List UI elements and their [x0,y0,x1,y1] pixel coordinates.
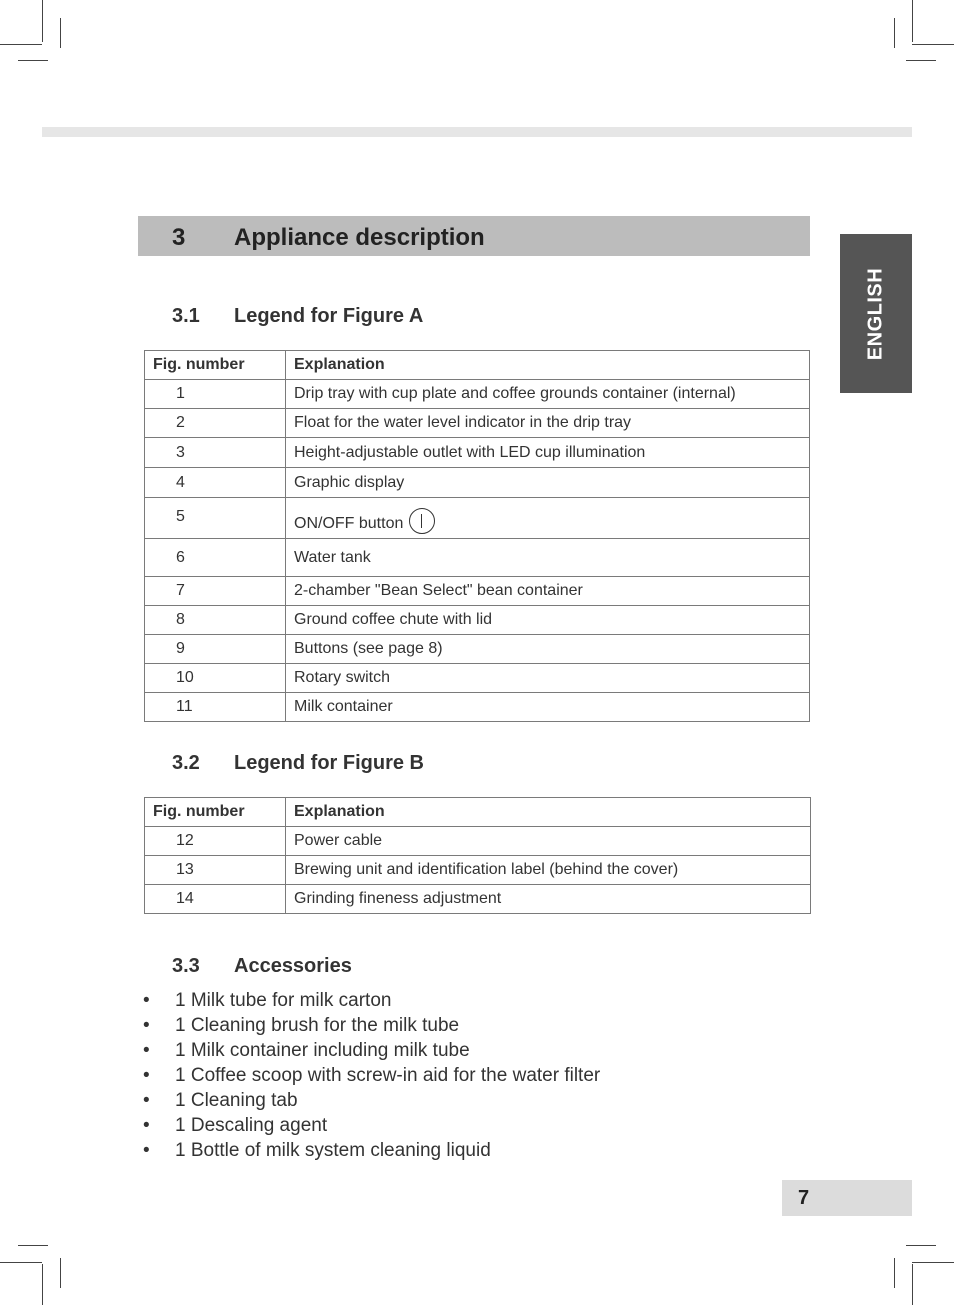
explanation: Rotary switch [286,664,810,693]
crop-mark [60,18,61,48]
explanation: Milk container [286,693,810,722]
crop-mark [18,60,48,61]
fig-number: 13 [145,856,286,885]
table-row [145,856,811,885]
list-item [143,1138,600,1163]
table-row [145,693,810,722]
list-item-text: 1 Coffee scoop with screw-in aid for the water filter [175,1065,601,1086]
header-rule [42,127,912,137]
fig-number: 8 [145,606,286,635]
fig-number: 3 [145,438,286,468]
table-row [145,577,810,606]
crop-mark [906,60,936,61]
crop-mark [42,0,43,42]
list-item [143,1038,600,1063]
fig-number: 2 [145,409,286,438]
list-item [143,1113,600,1138]
explanation: Brewing unit and identification label (behind the cover) [286,856,811,885]
fig-number: 10 [145,664,286,693]
section-number: 3.2 [172,752,200,774]
crop-mark [912,44,954,45]
explanation: Water tank [286,539,810,577]
crop-mark [60,1258,61,1288]
explanation: Float for the water level indicator in the drip tray [286,409,810,438]
bullet: • [143,1040,150,1061]
crop-mark [912,0,913,42]
table-header-row [145,351,810,380]
bullet: • [143,990,150,1011]
list-item-text: 1 Bottle of milk system cleaning liquid [175,1140,491,1161]
crop-mark [0,1262,42,1263]
column-header-fig: Fig. number [145,351,286,380]
crop-mark [906,1245,936,1246]
explanation: Power cable [286,827,811,856]
list-item-text: 1 Milk container including milk tube [175,1040,470,1061]
explanation: Height-adjustable outlet with LED cup illumination [286,438,810,468]
section-number: 3.1 [172,305,200,327]
fig-number: 7 [145,577,286,606]
chapter-heading [138,216,810,256]
chapter-number: 3 [172,224,186,251]
legend-table-b [144,797,811,914]
explanation: Graphic display [286,468,810,498]
fig-number: 5 [145,498,286,539]
crop-mark [894,18,895,48]
column-header-explanation: Explanation [286,798,811,827]
fig-number: 11 [145,693,286,722]
table-row [145,827,811,856]
fig-number: 6 [145,539,286,577]
list-item [143,988,600,1013]
list-item [143,1063,600,1088]
table-row [145,498,810,539]
legend-table-a [144,350,810,722]
crop-mark [912,1264,913,1305]
fig-number: 1 [145,380,286,409]
section-number: 3.3 [172,955,200,977]
crop-mark [912,1262,954,1263]
table-row [145,885,811,914]
table-row [145,468,810,498]
section-title: Legend for Figure A [234,305,424,327]
page-number: 7 [798,1187,810,1209]
bullet: • [143,1140,150,1161]
language-tab-label: ENGLISH [864,267,887,360]
table-row [145,606,810,635]
section-title: Legend for Figure B [234,752,424,774]
crop-mark [0,44,42,45]
explanation: Buttons (see page 8) [286,635,810,664]
table-row [145,664,810,693]
bullet: • [143,1065,150,1086]
bullet: • [143,1090,150,1111]
table-row [145,409,810,438]
explanation: Grinding fineness adjustment [286,885,811,914]
table-row [145,438,810,468]
accessories-list [143,988,600,1163]
list-item [143,1013,600,1038]
chapter-title: Appliance description [234,224,485,251]
crop-mark [18,1245,48,1246]
list-item-text: 1 Cleaning brush for the milk tube [175,1015,460,1036]
section-title: Accessories [234,955,352,977]
power-icon [409,508,435,534]
explanation: ON/OFF button [294,515,404,532]
language-tab [840,234,912,393]
crop-mark [894,1258,895,1288]
fig-number: 9 [145,635,286,664]
list-item-text: 1 Cleaning tab [175,1090,298,1111]
table-row [145,380,810,409]
table-header-row [145,798,811,827]
bullet: • [143,1115,150,1136]
fig-number: 12 [145,827,286,856]
explanation-cell [286,498,810,539]
list-item-text: 1 Descaling agent [175,1115,328,1136]
page-number-box [782,1180,912,1216]
explanation: Ground coffee chute with lid [286,606,810,635]
column-header-fig: Fig. number [145,798,286,827]
explanation: 2-chamber "Bean Select" bean container [286,577,810,606]
bullet: • [143,1015,150,1036]
list-item-text: 1 Milk tube for milk carton [175,990,392,1011]
table-row [145,635,810,664]
explanation: Drip tray with cup plate and coffee grounds container (internal) [286,380,810,409]
table-row [145,539,810,577]
column-header-explanation: Explanation [286,351,810,380]
crop-mark [42,1264,43,1305]
fig-number: 14 [145,885,286,914]
fig-number: 4 [145,468,286,498]
list-item [143,1088,600,1113]
